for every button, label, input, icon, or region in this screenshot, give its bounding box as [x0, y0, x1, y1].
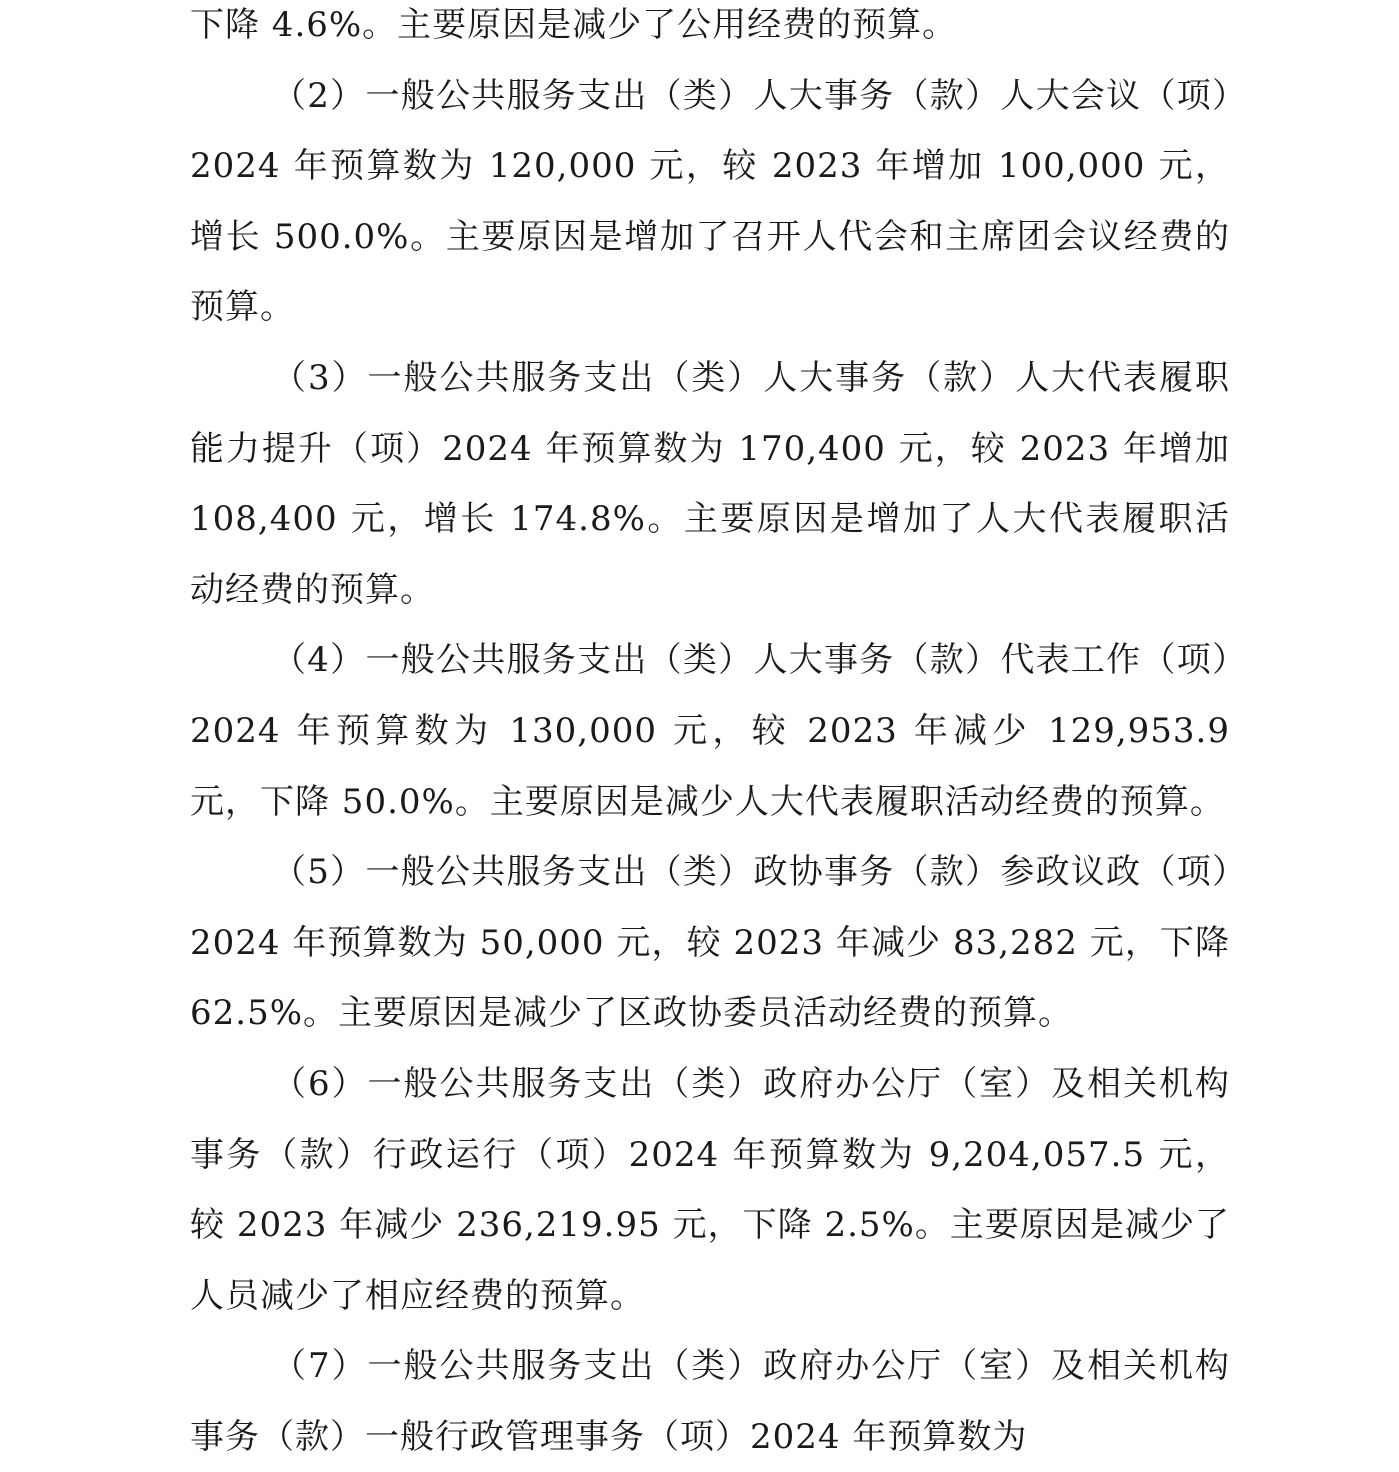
paragraph-item-7: （7）一般公共服务支出（类）政府办公厅（室）及相关机构事务（款）一般行政管理事务（项）2024 年预算数为 — [190, 1346, 1230, 1457]
paragraph-continuation: 下降 4.6%。主要原因是减少了公用经费的预算。 — [190, 5, 958, 45]
paragraph-item-6: （6）一般公共服务支出（类）政府办公厅（室）及相关机构事务（款）行政运行（项）2024 年预算数为 9,204,057.5 元，较 2023 年减少 236,219.95 元，下降 2.5%。主要原因是减少了人员减少了相应经费的预算。 — [190, 1063, 1230, 1316]
paragraph-item-3: （3）一般公共服务支出（类）人大事务（款）人大代表履职能力提升（项）2024 年预算数为 170,400 元，较 2023 年增加 108,400 元，增长 174.8%。主要原因是增加了人大代表履职活动经费的预算。 — [190, 357, 1230, 610]
paragraph-item-2: （2）一般公共服务支出（类）人大事务（款）人大会议（项）2024 年预算数为 120,000 元，较 2023 年增加 100,000 元，增长 500.0%。主要原因是增加了召开人代会和主席团会议经费的预算。 — [190, 75, 1230, 328]
paragraph-item-4: （4）一般公共服务支出（类）人大事务（款）代表工作（项）2024 年预算数为 130,000 元，较 2023 年减少 129,953.9 元，下降 50.0%。主要原因是减少人大代表履职活动经费的预算。 — [190, 640, 1230, 822]
document-page — [190, 0, 1230, 1472]
paragraph-item-5: （5）一般公共服务支出（类）政协事务（款）参政议政（项）2024 年预算数为 50,000 元，较 2023 年减少 83,282 元，下降 62.5%。主要原因是减少了区政协委员活动经费的预算。 — [190, 852, 1230, 1034]
